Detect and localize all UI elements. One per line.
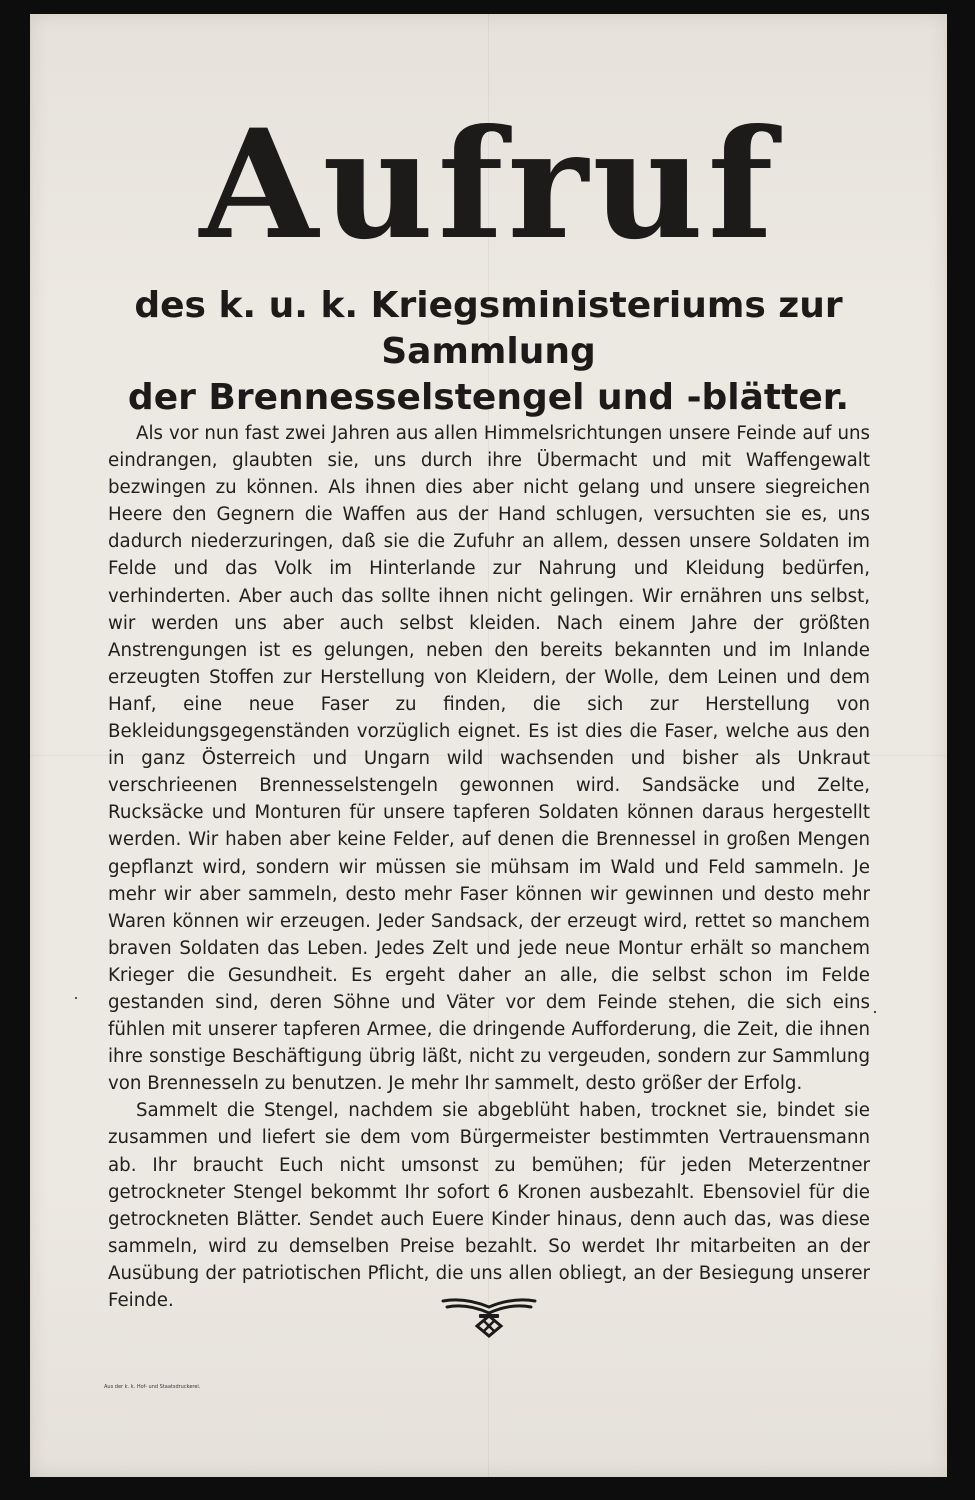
body-paragraph-2: Sammelt die Stengel, nachdem sie abgeblüht haben, trocknet sie, bindet sie zusammen und liefert sie dem vom Bürgermeister bestimmten Vertrauensmann ab. Ihr braucht Euch nicht umsonst zu bemühen; für jeden Meterzentner getrockneter Stengel bekommt Ihr sofort 6 Kronen ausbezahlt. Ebensoviel für die getrockneten Blätter. Sendet auch Euere Kinder hinaus, denn auch das, was diese sammeln, wird zu demselben Preise bezahlt. So werdet Ihr mitarbeiten an der Ausübung der patriotischen Pflicht, die uns allen obliegt, an der Besiegung unserer Feinde.: [108, 1100, 870, 1311]
printers-ornament-icon: [441, 1294, 537, 1338]
paper-speck: [75, 997, 77, 999]
poster-body: [108, 420, 870, 1314]
subtitle-line-2: der Brennesselstengel und -blätter.: [127, 377, 850, 418]
paper-speck: [874, 1011, 876, 1013]
poster-title: Aufruf: [199, 97, 778, 273]
printer-imprint: Aus der k. k. Hof- und Staatsdruckerei.: [104, 1384, 201, 1390]
body-paragraph-1: Als vor nun fast zwei Jahren aus allen Himmelsrichtungen unsere Feinde auf uns eindrangen, glaubten sie, uns durch ihre Übermacht und mit Waffengewalt bezwingen zu können. Als ihnen dies aber nicht gelang und unsere siegreichen Heere den Gegnern die Waffen aus der Hand schlugen, versuchten sie es, uns dadurch niederzuringen, daß sie die Zufuhr an allem, dessen unsere Soldaten im Felde und das Volk im Hinterlande zur Nahrung und Kleidung bedürfen, verhinderten. Aber auch das sollte ihnen nicht gelingen. Wir ernähren uns selbst, wir werden uns aber auch selbst kleiden. Nach einem Jahre der größten Anstrengungen ist es gelungen, neben den bereits bekannten und im Inlande erzeugten Stoffen zur Herstellung von Kleidern, der Wolle, dem Leinen und dem Hanf, eine neue Faser zu finden, die sich zur Herstellung von Bekleidungsgegenständen vorzüglich eignet. Es ist dies die Faser, welche aus den in ganz Österreich und Ungarn wild wachsenden und bisher als Unkraut verschrieenen Brennesselstengeln gewonnen wird. Sandsäcke und Zelte, Rucksäcke und Monturen für unsere tapferen Soldaten können daraus hergestellt werden. Wir haben aber keine Felder, auf denen die Brennessel in großen Mengen gepflanzt wird, sondern wir müssen sie mühsam im Wald und Feld sammeln. Je mehr wir aber sammeln, desto mehr Faser können wir gewinnen und desto mehr Waren können wir erzeugen. Jeder Sandsack, der erzeugt wird, rettet so manchem braven Soldaten das Leben. Jedes Zelt und jede neue Montur erhält so manchem Krieger die Gesundheit. Es ergeht daher an alle, die selbst schon im Felde gestanden sind, deren Söhne und Väter vor dem Feinde stehen, die sich eins fühlen mit unserer tapferen Armee, die dringende Aufforderung, die Zeit, die ihnen ihre sonstige Beschäftigung übrig läßt, nicht zu vergeuden, sondern zur Sammlung von Brennesseln zu benutzen. Je mehr Ihr sammelt, desto größer der Erfolg.: [108, 423, 870, 1095]
poster-subtitle: [30, 283, 947, 421]
subtitle-line-1: des k. u. k. Kriegsministeriums zur Sammlung: [134, 285, 843, 372]
